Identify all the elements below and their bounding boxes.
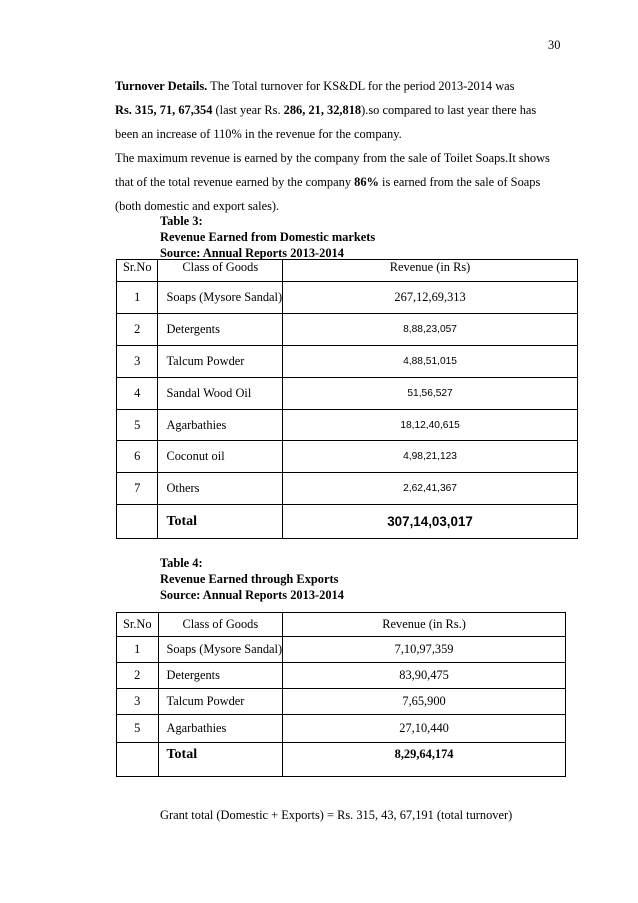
col-header-revenue: Revenue (in Rs): [283, 260, 578, 282]
cell-srno: 6: [117, 441, 158, 473]
intro-line-6: (both domestic and export sales).: [115, 199, 280, 213]
table-header-row: [117, 613, 566, 637]
table-row: [117, 378, 578, 410]
cell-class: Detergents: [158, 314, 283, 346]
cell-revenue: 7,10,97,359: [283, 637, 566, 663]
cell-srno: 5: [117, 715, 159, 743]
total-value: 8,29,64,174: [283, 743, 566, 777]
soap-share-percent: 86%: [354, 175, 379, 189]
table-row: [117, 637, 566, 663]
cell-class: Sandal Wood Oil: [158, 378, 283, 410]
table3-number: Table 3:: [160, 214, 203, 228]
table4-source: Source: Annual Reports 2013-2014: [160, 588, 344, 602]
col-header-class: Class of Goods: [158, 260, 283, 282]
intro-line-5a: that of the total revenue earned by the company: [115, 175, 355, 189]
table-row: [117, 473, 578, 505]
page-number: 30: [548, 38, 561, 52]
table4-caption: [160, 555, 344, 603]
cell-revenue: 83,90,475: [283, 663, 566, 689]
cell-srno: 1: [117, 637, 159, 663]
cell-revenue: 4,88,51,015: [283, 346, 578, 378]
cell-revenue: 2,62,41,367: [283, 473, 578, 505]
domestic-revenue-table: [116, 259, 578, 539]
table4-number: Table 4:: [160, 556, 203, 570]
intro-line-2b: ).so compared to last year there has: [361, 103, 537, 117]
cell-srno: 3: [117, 689, 159, 715]
grand-total-line: Grant total (Domestic + Exports) = Rs. 315, 43, 67,191 (total turnover): [160, 808, 513, 822]
table-row: [117, 715, 566, 743]
cell-revenue: 4,98,21,123: [283, 441, 578, 473]
cell-class: Coconut oil: [158, 441, 283, 473]
cell-srno: 5: [117, 410, 158, 441]
cell-srno: 7: [117, 473, 158, 505]
total-label: Total: [158, 505, 283, 539]
table3-source: Source: Annual Reports 2013-2014: [160, 246, 344, 260]
table-total-row: [117, 505, 578, 539]
cell-revenue: 51,56,527: [283, 378, 578, 410]
intro-line-2a: (last year Rs.: [212, 103, 284, 117]
turnover-amount: Rs. 315, 71, 67,354: [115, 103, 213, 117]
cell-srno: 4: [117, 378, 158, 410]
cell-class: Talcum Powder: [158, 689, 283, 715]
last-year-amount: 286, 21, 32,818: [283, 103, 362, 117]
table-header-row: [117, 260, 578, 282]
cell-srno-empty: [117, 505, 158, 539]
table4-title: Revenue Earned through Exports: [160, 572, 339, 586]
total-value: 307,14,03,017: [283, 505, 578, 539]
col-header-revenue: Revenue (in Rs.): [283, 613, 566, 637]
table-row: [117, 314, 578, 346]
table3-title: Revenue Earned from Domestic markets: [160, 230, 376, 244]
export-revenue-table: [116, 612, 566, 777]
cell-revenue: 27,10,440: [283, 715, 566, 743]
intro-line-4: The maximum revenue is earned by the company from the sale of Toilet Soaps.It shows: [115, 151, 550, 165]
table3-caption: [160, 213, 375, 261]
cell-class: Soaps (Mysore Sandal): [158, 637, 283, 663]
turnover-heading: Turnover Details.: [115, 79, 208, 93]
cell-revenue: 8,88,23,057: [283, 314, 578, 346]
total-label: Total: [158, 743, 283, 777]
col-header-srno: Sr.No: [117, 260, 158, 282]
table-row: [117, 689, 566, 715]
turnover-paragraph: [115, 74, 563, 218]
table-row: [117, 282, 578, 314]
col-header-class: Class of Goods: [158, 613, 283, 637]
cell-revenue: 7,65,900: [283, 689, 566, 715]
table-row: [117, 663, 566, 689]
cell-class: Talcum Powder: [158, 346, 283, 378]
cell-class: Soaps (Mysore Sandal): [158, 282, 283, 314]
cell-srno: 3: [117, 346, 158, 378]
table-total-row: [117, 743, 566, 777]
table-row: [117, 441, 578, 473]
table-row: [117, 410, 578, 441]
cell-class: Agarbathies: [158, 715, 283, 743]
cell-class: Agarbathies: [158, 410, 283, 441]
intro-line-5b: is earned from the sale of Soaps: [378, 175, 541, 189]
col-header-srno: Sr.No: [117, 613, 159, 637]
table-row: [117, 346, 578, 378]
cell-srno: 2: [117, 663, 159, 689]
intro-line-3: been an increase of 110% in the revenue for the company.: [115, 127, 402, 141]
cell-srno: 1: [117, 282, 158, 314]
cell-class: Detergents: [158, 663, 283, 689]
cell-class: Others: [158, 473, 283, 505]
cell-srno: 2: [117, 314, 158, 346]
cell-revenue: 18,12,40,615: [283, 410, 578, 441]
intro-line-1: The Total turnover for KS&DL for the period 2013-2014 was: [207, 79, 515, 93]
cell-srno-empty: [117, 743, 159, 777]
cell-revenue: 267,12,69,313: [283, 282, 578, 314]
